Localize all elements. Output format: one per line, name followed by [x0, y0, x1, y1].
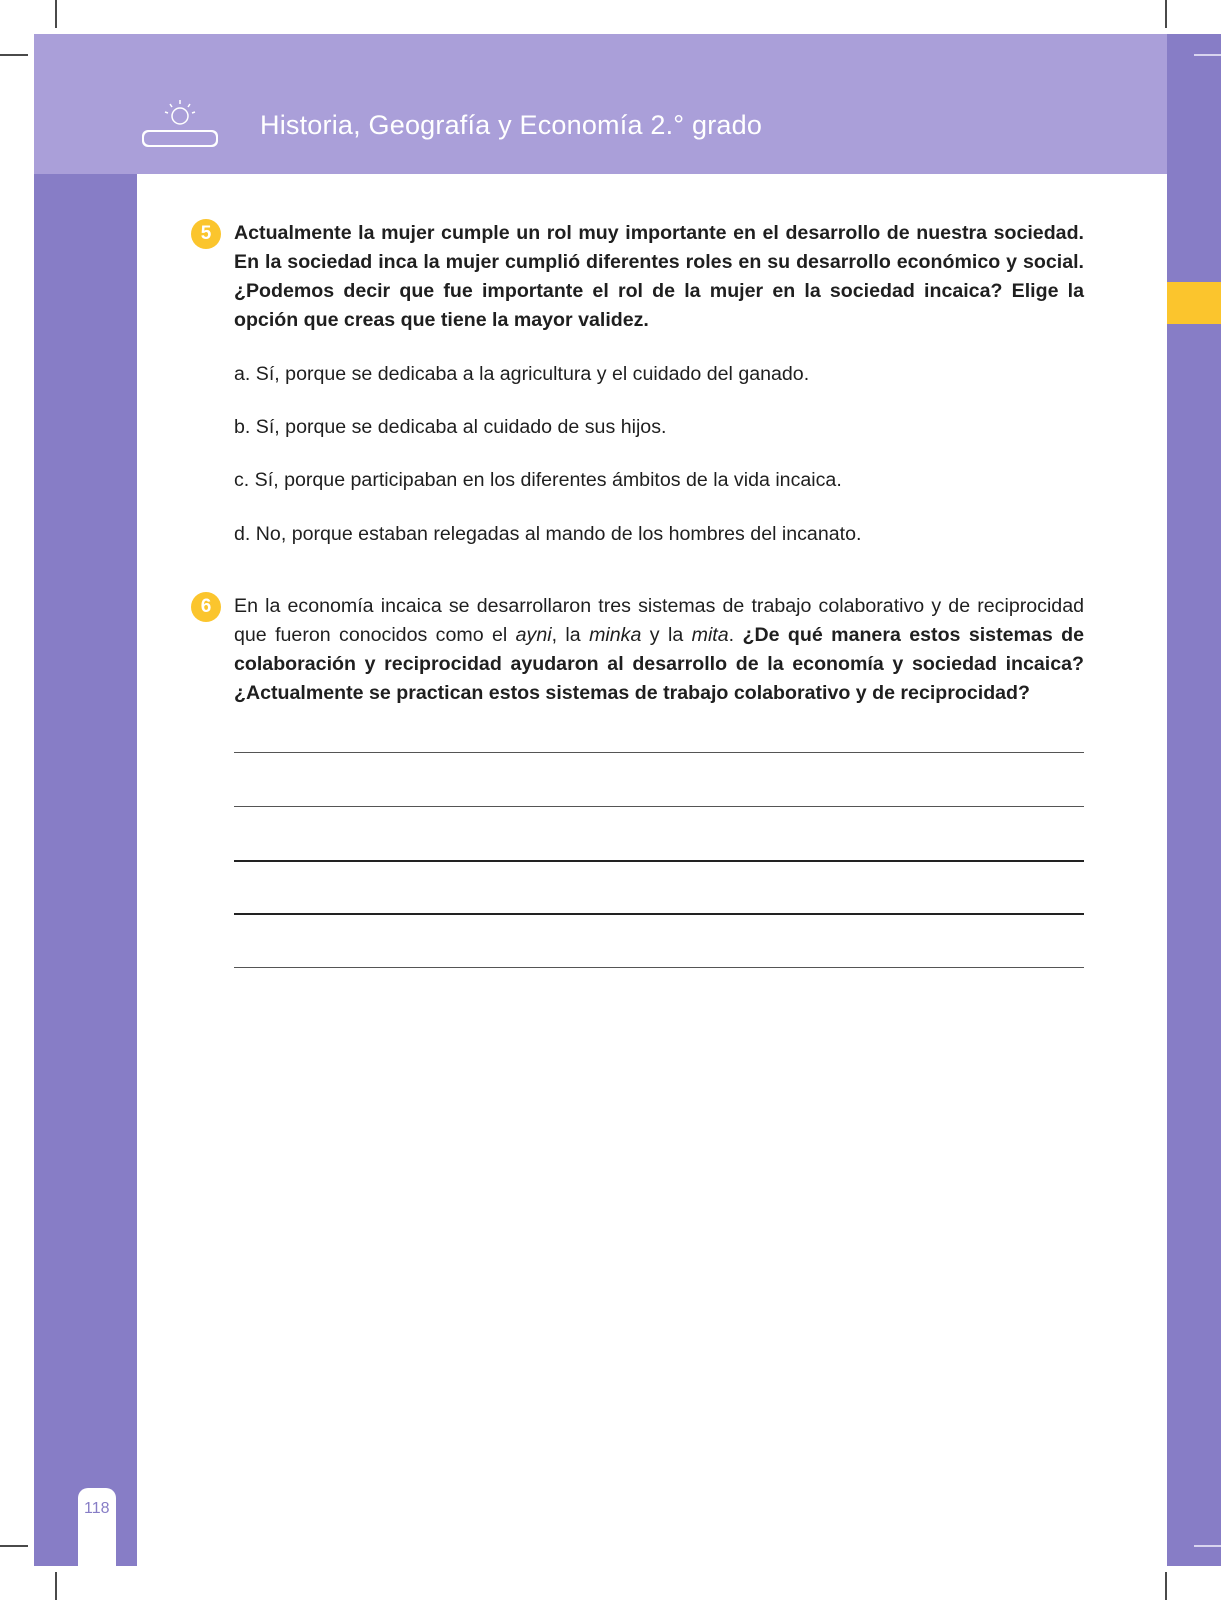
option-a: a. Sí, porque se dedicaba a la agricultura y el cuidado del ganado. — [234, 363, 810, 385]
crop-mark — [1165, 1572, 1167, 1600]
crop-mark — [55, 0, 57, 28]
question-number-badge: 5 — [191, 219, 221, 249]
separator: , la — [551, 624, 590, 646]
header-title: Historia, Geografía y Economía 2.° grado — [260, 110, 763, 140]
question-6-prompt — [234, 592, 1084, 708]
option-c: c. Sí, porque participaban en los diferentes ámbitos de la vida incaica. — [234, 469, 842, 491]
question-5-prompt: Actualmente la mujer cumple un rol muy importante en el desarrollo de nuestra sociedad. En la sociedad inca la mujer cumplió diferentes roles en su desarrollo económico y social. ¿Podemos decir que fue importante el rol de la mujer en la sociedad incaica? Elige la opción que creas que tiene la mayor validez. — [234, 222, 1084, 331]
answer-line[interactable] — [234, 967, 1084, 968]
left-sidebar — [34, 174, 137, 1566]
page-number: 118 — [84, 1500, 110, 1517]
answer-line[interactable] — [234, 913, 1084, 915]
term-ayni: ayni — [515, 624, 552, 646]
section-tab — [1167, 282, 1221, 324]
crop-mark — [1194, 1545, 1221, 1547]
separator: . — [728, 624, 743, 646]
crop-mark — [0, 1545, 28, 1547]
option-b: b. Sí, porque se dedicaba al cuidado de sus hijos. — [234, 416, 667, 438]
answer-line[interactable] — [234, 752, 1084, 753]
answer-line[interactable] — [234, 860, 1084, 862]
term-minka: minka — [589, 624, 642, 646]
crop-mark — [55, 1572, 57, 1600]
question-6-question: ¿De qué manera estos sistemas de colaboración y reciprocidad ayudaron al desarrollo de la economía y sociedad incaica? ¿Actualmente se practican estos sistemas de trabajo colaborativo y de reciprocidad? — [234, 624, 1084, 704]
option-d: d. No, porque estaban relegadas al mando de los hombres del incanato. — [234, 523, 862, 545]
question-6-intro: En la economía incaica se desarrollaron tres sistemas de trabajo colaborativo y de reciprocidad que fueron conocidos como el — [234, 595, 1084, 646]
crop-mark — [0, 54, 28, 56]
jornada-escolar-completa-logo — [140, 96, 220, 158]
term-mita: mita — [691, 624, 729, 646]
crop-mark — [1165, 0, 1167, 28]
question-number-badge: 6 — [191, 592, 221, 622]
separator: y la — [641, 624, 692, 646]
answer-line[interactable] — [234, 806, 1084, 807]
right-sidebar — [1167, 34, 1221, 1566]
crop-mark — [1194, 54, 1221, 56]
